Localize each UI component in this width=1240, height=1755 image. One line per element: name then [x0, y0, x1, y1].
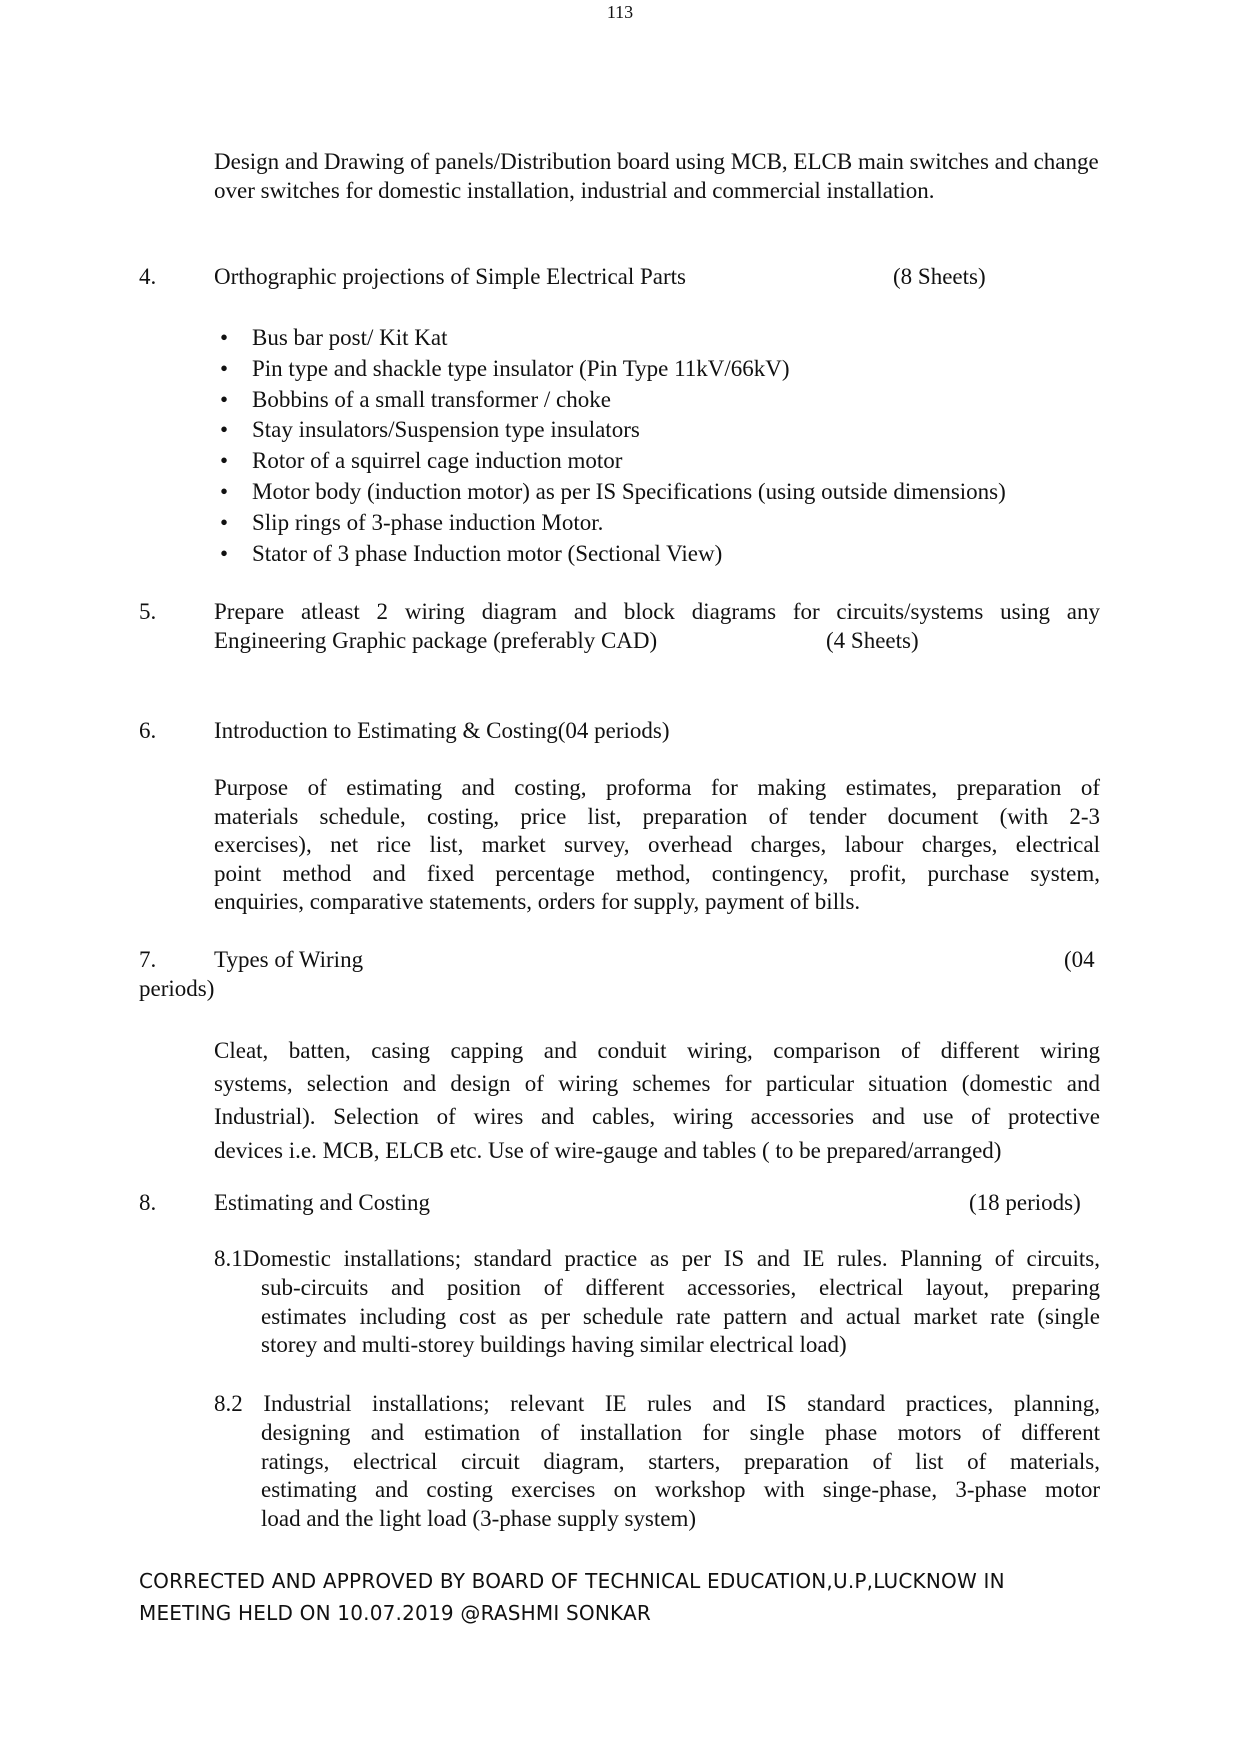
subsection-8-1: 8.1Domestic installations; standard practice as per IS and IE rules. Planning of circuits, sub-circuits and position of different accessories, electrical layout, preparing estimates including cost as per schedule rate pattern and actual market rate (single storey and multi-storey buildings having similar electrical load)	[214, 1246, 1100, 1358]
bullet-icon: •	[220, 386, 229, 412]
section-8-number: 8.	[139, 1190, 157, 1215]
section-7-title: Types of Wiring	[214, 947, 364, 972]
section-7-number: 7.	[139, 947, 157, 972]
bullet-icon: •	[220, 355, 229, 381]
section-4-number: 4.	[139, 264, 157, 289]
list-item: • Stay insulators/Suspension type insulators	[216, 415, 1006, 446]
bullet-icon: •	[220, 417, 229, 443]
section-8-title: Estimating and Costing	[214, 1190, 430, 1215]
list-item: • Rotor of a squirrel cage induction motor	[216, 446, 1006, 477]
section-5-text: Prepare atleast 2 wiring diagram and block diagrams for circuits/systems using any	[214, 599, 1100, 624]
bullet-icon: •	[220, 478, 229, 504]
section-7-periods: (04	[1064, 947, 1095, 972]
intro-paragraph: Design and Drawing of panels/Distribution board using MCB, ELCB main switches and change over switches for domestic installation, industrial and commercial installation.	[214, 149, 1099, 203]
section-5-number: 5.	[139, 599, 157, 624]
bullet-icon: •	[220, 509, 229, 535]
section-4-title: Orthographic projections of Simple Electrical Parts	[214, 264, 687, 289]
list-item: • Pin type and shackle type insulator (Pin Type 11kV/66kV)	[216, 354, 1006, 385]
bullet-icon: •	[220, 325, 229, 350]
footer-line-2: MEETING HELD ON 10.07.2019 @RASHMI SONKAR	[139, 1601, 651, 1625]
footer-line-1: CORRECTED AND APPROVED BY BOARD OF TECHNICAL EDUCATION,U.P,LUCKNOW IN	[139, 1569, 1005, 1593]
section-7-periods-end: periods)	[139, 976, 215, 1001]
approval-footer	[139, 1565, 1005, 1629]
section-5-line-2: Engineering Graphic package (preferably CAD)	[214, 628, 658, 653]
bullet-icon: •	[220, 448, 229, 474]
list-item: • Stator of 3 phase Induction motor (Sectional View)	[216, 539, 1006, 570]
subsection-8-2: 8.2 Industrial installations; relevant IE rules and IS standard practices, planning, designing and estimation of installation for single phase motors of different ratings, electrical circuit diagram, starters, preparation of list of materials, estimating and costing exercises on workshop with singe-phase, 3-phase motor load and the light load (3-phase supply system)	[214, 1391, 1100, 1532]
section-4-bullet-list	[216, 323, 1006, 569]
list-item: • Bus bar post/ Kit Kat	[216, 323, 1006, 354]
list-item: • Motor body (induction motor) as per IS Specifications (using outside dimensions)	[216, 477, 1006, 508]
section-4-sheets: (8 Sheets)	[893, 264, 986, 289]
bullet-icon: •	[220, 540, 229, 566]
list-item: • Slip rings of 3-phase induction Motor.	[216, 508, 1006, 539]
section-6-title: Introduction to Estimating & Costing(04 periods)	[214, 718, 670, 743]
section-5-sheets: (4 Sheets)	[826, 628, 919, 653]
list-item: • Bobbins of a small transformer / choke	[216, 385, 1006, 416]
section-6-body: Purpose of estimating and costing, proforma for making estimates, preparation of materials schedule, costing, price list, preparation of tender document (with 2-3 exercises), net rice list, market survey, overhead charges, labour charges, electrical point method and fixed percentage method, contingency, profit, purchase system, enquiries, comparative statements, orders for supply, payment of bills.	[214, 775, 1100, 915]
section-6-number: 6.	[139, 718, 157, 743]
page-number: 113	[606, 2, 634, 22]
section-7-body: Cleat, batten, casing capping and conduit wiring, comparison of different wiring systems, selection and design of wiring schemes for particular situation (domestic and Industrial). Selection of wires and cables, wiring accessories and use of protective devices i.e. MCB, ELCB etc. Use of wire-gauge and tables ( to be prepared/arranged)	[214, 1038, 1100, 1163]
section-8-periods: (18 periods)	[969, 1190, 1081, 1215]
